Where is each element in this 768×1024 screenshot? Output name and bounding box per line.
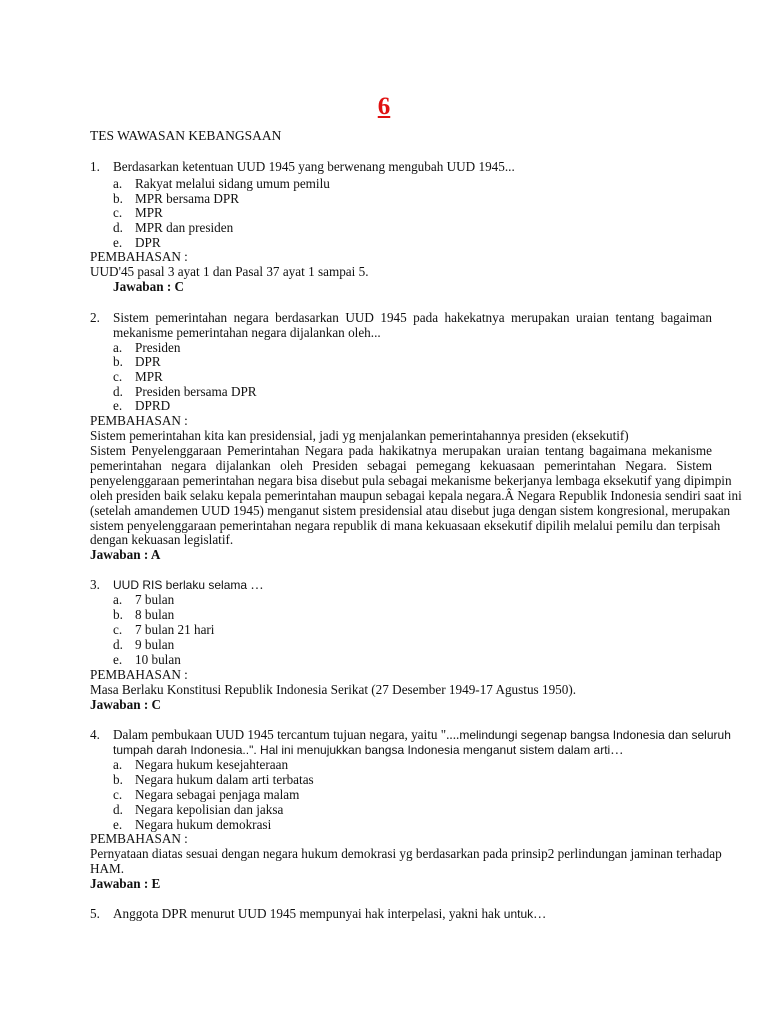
question-quote: tumpah darah Indonesia..". Hal ini menujukkan bangsa Indonesia menganut sistem dalam arti [113, 743, 611, 757]
document-title: TES WAWASAN KEBANGSAAN [90, 128, 282, 143]
question-text: Berdasarkan ketentuan UUD 1945 yang berwenang mengubah UUD 1945... [113, 159, 515, 174]
question-text: mekanisme pemerintahan negara dijalankan oleh... [113, 325, 381, 340]
option-4a: a. Negara hukum kesejahteraan [113, 757, 289, 772]
option-1e: e. DPR [113, 235, 161, 250]
question-number: 2. [90, 310, 100, 325]
option-1c: c. MPR [113, 205, 163, 220]
explanation-label: PEMBAHASAN : [90, 667, 188, 682]
explanation-text: Sistem pemerintahan kita kan presidensial, jadi yg menjalankan pemerintahannya presiden (eksekutif) [90, 428, 629, 443]
question-number: 5. [90, 906, 100, 921]
explanation-text: UUD'45 pasal 3 ayat 1 dan Pasal 37 ayat 1 sampai 5. [90, 264, 369, 279]
question-1 [90, 159, 515, 174]
explanation-text: (setelah amandemen UUD 1945) menganut sistem presidensial atau disebut juga dengan sistem kongresional, merupakan [90, 503, 731, 518]
answer-4: Jawaban : E [90, 876, 161, 891]
question-ellipsis: … [533, 906, 547, 921]
explanation-text: penyelenggaraan pemerintahan negara bisa disebut pula sebagai mekanisme bekerjanya lembaga eksekutif yang dipimpin [90, 473, 732, 488]
explanation-label: PEMBAHASAN : [90, 831, 188, 846]
answer-1: Jawaban : C [113, 279, 185, 294]
explanation-label: PEMBAHASAN : [90, 249, 188, 264]
question-text [113, 742, 623, 758]
question-number: 3. [90, 577, 100, 592]
explanation-text: Sistem Penyelenggaraan Pemerintahan Negara pada hakikatnya merupakan uraian tentang bagaimana mekanisme [90, 443, 712, 458]
explanation-text: HAM. [90, 861, 125, 876]
explanation-text: pemerintahan negara dijalankan oleh Presiden sebagai pemegang kekuasaan pemerintahan Negara. Sistem [90, 458, 712, 473]
option-2c: c. MPR [113, 369, 163, 384]
option-4d: d. Negara kepolisian dan jaksa [113, 802, 284, 817]
question-ellipsis: … [610, 742, 624, 757]
explanation-text: oleh presiden baik selaku kepala pemerintahan maupun sebagai kepala negara.Â Negara Republik Indonesia sendiri saat ini [90, 488, 742, 503]
option-2b: b. DPR [113, 354, 161, 369]
question-text: Anggota DPR menurut UUD 1945 mempunyai hak interpelasi, yakni hak [113, 906, 504, 921]
explanation-text: Masa Berlaku Konstitusi Republik Indonesia Serikat (27 Desember 1949-17 Agustus 1950). [90, 682, 577, 697]
question-number: 4. [90, 727, 100, 742]
option-4b: b. Negara hukum dalam arti terbatas [113, 772, 314, 787]
answer-2: Jawaban : A [90, 547, 161, 562]
option-4c: c. Negara sebagai penjaga malam [113, 787, 300, 802]
explanation-text: Pernyataan diatas sesuai dengan negara hukum demokrasi yg berdasarkan pada prinsip2 perlindungan jaminan terhadap [90, 846, 722, 861]
explanation-label: PEMBAHASAN : [90, 413, 188, 428]
answer-3: Jawaban : C [90, 697, 162, 712]
option-3a: a. 7 bulan [113, 592, 175, 607]
option-3b: b. 8 bulan [113, 607, 175, 622]
option-2a: a. Presiden [113, 340, 181, 355]
question-quote: melindungi segenap bangsa Indonesia dan seluruh [459, 728, 731, 742]
question-3 [90, 577, 264, 593]
question-text: Sistem pemerintahan negara berdasarkan UUD 1945 pada hakekatnya merupakan uraian tentang bagaiman [113, 310, 712, 325]
question-2 [90, 310, 113, 325]
page-number: 6 [377, 93, 391, 120]
question-5 [90, 906, 546, 922]
option-3c: c. 7 bulan 21 hari [113, 622, 215, 637]
explanation-text: sistem penyelenggaraan pemerintahan negara republik di mana kekuasaan eksekutif dipilih melalui pemilu dan terpisah [90, 518, 721, 533]
option-3d: d. 9 bulan [113, 637, 175, 652]
option-2d: d. Presiden bersama DPR [113, 384, 257, 399]
explanation-text: dengan kekuasan legislatif. [90, 532, 234, 547]
question-text: UUD RIS berlaku selama [113, 578, 248, 592]
option-1b: b. MPR bersama DPR [113, 191, 240, 206]
option-4e: e. Negara hukum demokrasi [113, 817, 272, 832]
option-2e: e. DPRD [113, 398, 171, 413]
option-1d: d. MPR dan presiden [113, 220, 234, 235]
question-text: Dalam pembukaan UUD 1945 tercantum tujuan negara, yaitu ".... [113, 727, 460, 742]
question-4 [90, 727, 731, 743]
option-1a: a. Rakyat melalui sidang umum pemilu [113, 176, 330, 191]
question-text-sans: untuk [503, 907, 534, 921]
question-ellipsis: … [247, 577, 264, 592]
question-number: 1. [90, 159, 100, 174]
option-3e: e. 10 bulan [113, 652, 181, 667]
